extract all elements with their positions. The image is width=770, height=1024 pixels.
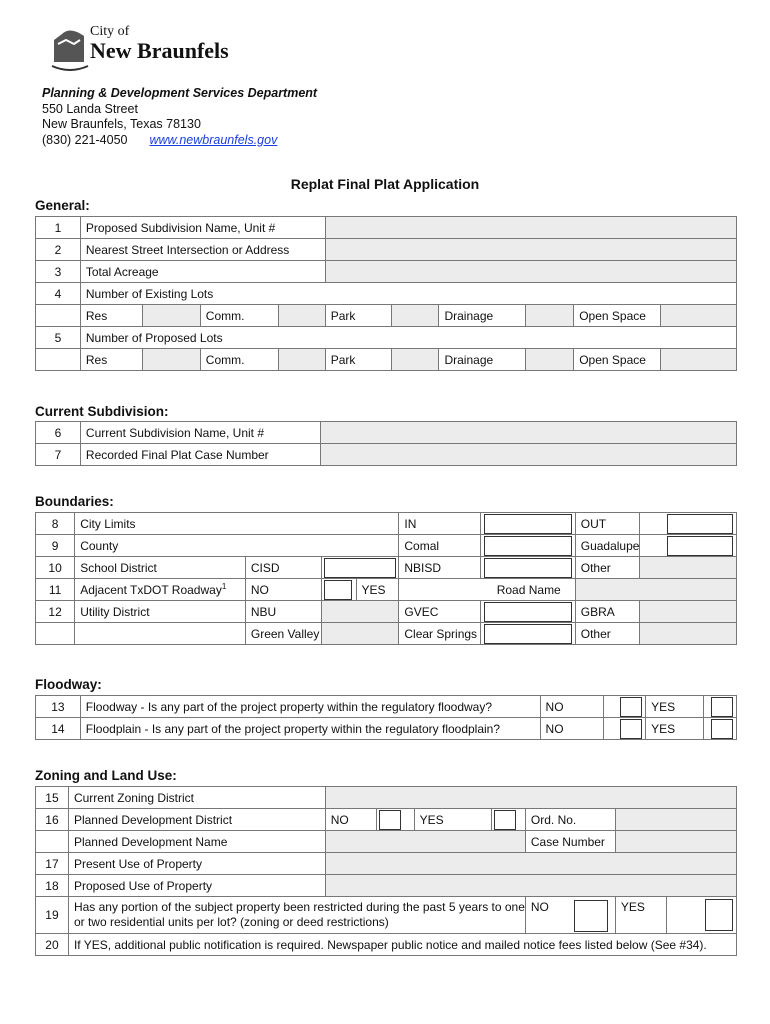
table-row	[36, 601, 737, 623]
row-label: Floodway - Is any part of the project property within the regulatory floodway?	[80, 696, 540, 718]
row-number: 12	[36, 601, 75, 623]
option-label: NBU	[245, 601, 321, 623]
table-row	[36, 535, 737, 557]
row-number: 17	[36, 853, 69, 875]
footnote-marker: 1	[221, 582, 227, 591]
table-row	[36, 875, 737, 897]
table-row	[36, 327, 737, 349]
table-row	[36, 444, 737, 466]
row-number: 18	[36, 875, 69, 897]
row-number: 7	[36, 444, 81, 466]
table-row	[36, 217, 737, 239]
table-cell	[667, 897, 737, 934]
table-row	[36, 261, 737, 283]
row-label: or two residential units per lot? (zoning or deed restrictions)	[73, 915, 389, 929]
option-label: Road Name	[399, 579, 575, 601]
row-label: Utility District	[75, 601, 246, 623]
table-cell	[75, 623, 246, 645]
lot-type-label: Park	[325, 305, 391, 327]
option-label: IN	[399, 513, 480, 535]
table-cell	[703, 718, 736, 740]
table-row	[36, 557, 737, 579]
logo-line2: New Braunfels	[90, 38, 229, 63]
row-number: 6	[36, 422, 81, 444]
road-name-field[interactable]	[575, 579, 736, 601]
nbisd-checkbox[interactable]	[484, 558, 572, 578]
option-label: NO	[540, 718, 604, 740]
website-link[interactable]: www.newbraunfels.gov	[149, 132, 278, 147]
row-label: Current Subdivision Name, Unit #	[80, 422, 320, 444]
page-title: Replat Final Plat Application	[290, 176, 480, 192]
existing-park-field[interactable]	[391, 305, 439, 327]
department-phone: (830) 221-4050	[42, 132, 128, 147]
row-label: Recorded Final Plat Case Number	[80, 444, 320, 466]
present-use-field[interactable]	[325, 853, 736, 875]
proposed-park-field[interactable]	[391, 349, 439, 371]
row-number: 14	[36, 718, 81, 740]
table-row	[36, 513, 737, 535]
option-label: Green Valley	[245, 623, 321, 645]
row-label: County	[75, 535, 399, 557]
option-label: Other	[575, 557, 640, 579]
row-number: 2	[36, 239, 81, 261]
table-cell	[377, 809, 414, 831]
row-label: Number of Proposed Lots	[80, 327, 736, 349]
table-row	[36, 349, 737, 371]
subdivision-name-field[interactable]	[325, 217, 736, 239]
table-cell	[36, 305, 81, 327]
utility-other-field[interactable]	[640, 623, 737, 645]
current-subdivision-field[interactable]	[320, 422, 736, 444]
table-cell	[36, 623, 75, 645]
department-block	[42, 86, 317, 148]
table-cell	[75, 579, 246, 601]
lot-type-label: Res	[80, 305, 142, 327]
table-row	[36, 897, 737, 934]
table-row	[36, 809, 737, 831]
section-zoning: Zoning and Land Use:	[35, 768, 177, 783]
table-cell	[321, 579, 356, 601]
nbu-field[interactable]	[321, 601, 399, 623]
gbra-field[interactable]	[640, 601, 737, 623]
row-number: 11	[36, 579, 75, 601]
row-label: If YES, additional public notification is required. Newspaper public notice and mailed notice fees listed below (See #34).	[68, 934, 736, 956]
row-label: Proposed Use of Property	[68, 875, 325, 897]
existing-res-field[interactable]	[142, 305, 200, 327]
row-number: 20	[36, 934, 69, 956]
general-table	[35, 216, 737, 371]
option-label: Clear Springs	[399, 623, 480, 645]
table-cell	[640, 535, 737, 557]
row-label: Current Zoning District	[68, 787, 325, 809]
lot-type-label: Res	[80, 349, 142, 371]
pdd-yes-checkbox[interactable]	[494, 810, 516, 830]
row-number: 8	[36, 513, 75, 535]
row-label: Floodplain - Is any part of the project property within the regulatory floodplain?	[80, 718, 540, 740]
proposed-drainage-field[interactable]	[526, 349, 574, 371]
pd-name-field[interactable]	[325, 831, 525, 853]
option-label: NO	[540, 696, 604, 718]
department-city: New Braunfels, Texas 78130	[42, 117, 201, 131]
current-zoning-field[interactable]	[325, 787, 736, 809]
proposed-use-field[interactable]	[325, 875, 736, 897]
row-label: Proposed Subdivision Name, Unit #	[80, 217, 325, 239]
department-name: Planning & Development Services Department	[42, 86, 318, 100]
row-number: 13	[36, 696, 81, 718]
table-cell	[68, 897, 525, 934]
table-row	[36, 579, 737, 601]
floodplain-no-checkbox[interactable]	[620, 719, 642, 739]
table-row	[36, 718, 737, 740]
option-label: CISD	[245, 557, 321, 579]
table-row	[36, 305, 737, 327]
row-label: Planned Development District	[68, 809, 325, 831]
option-label: YES	[615, 897, 667, 934]
table-row	[36, 623, 737, 645]
row-number: 10	[36, 557, 75, 579]
row-number: 3	[36, 261, 81, 283]
table-cell	[480, 557, 575, 579]
green-valley-field[interactable]	[321, 623, 399, 645]
table-cell	[640, 513, 737, 535]
row-number: 4	[36, 283, 81, 305]
lot-type-label: Drainage	[439, 349, 526, 371]
table-row	[36, 934, 737, 956]
cisd-checkbox[interactable]	[324, 558, 396, 578]
option-label: NO	[245, 579, 321, 601]
table-cell	[491, 809, 525, 831]
case-number-field[interactable]	[615, 831, 736, 853]
existing-comm-field[interactable]	[278, 305, 325, 327]
section-floodway: Floodway:	[35, 677, 102, 692]
lot-type-label: Comm.	[200, 305, 278, 327]
table-cell	[703, 696, 736, 718]
existing-openspace-field[interactable]	[661, 305, 737, 327]
county-guadalupe-checkbox[interactable]	[667, 536, 733, 556]
option-label: NO	[530, 900, 549, 914]
proposed-comm-field[interactable]	[278, 349, 325, 371]
row-label: Present Use of Property	[68, 853, 325, 875]
floodplain-yes-checkbox[interactable]	[711, 719, 733, 739]
logo-line1: City of	[90, 24, 130, 39]
city-emblem-icon	[48, 22, 92, 72]
plat-case-number-field[interactable]	[320, 444, 736, 466]
row-label: Has any portion of the subject property been restricted during the past 5 years to one	[73, 900, 525, 914]
lot-type-label: Drainage	[439, 305, 526, 327]
row-label: School District	[75, 557, 246, 579]
city-limits-out-checkbox[interactable]	[667, 514, 733, 534]
table-row	[36, 283, 737, 305]
city-limits-in-checkbox[interactable]	[484, 514, 572, 534]
table-row	[36, 831, 737, 853]
table-row	[36, 787, 737, 809]
table-row	[36, 853, 737, 875]
row-label: Adjacent TxDOT Roadway	[80, 583, 222, 597]
option-label: Other	[575, 623, 640, 645]
county-comal-checkbox[interactable]	[484, 536, 572, 556]
option-label: YES	[414, 809, 491, 831]
txdot-no-checkbox[interactable]	[324, 580, 352, 600]
option-label: NO	[325, 809, 376, 831]
section-boundaries: Boundaries:	[35, 494, 114, 509]
row-label: Number of Existing Lots	[80, 283, 736, 305]
current-table	[35, 421, 737, 466]
table-row	[36, 239, 737, 261]
table-cell	[525, 897, 615, 934]
lot-type-label: Open Space	[574, 305, 661, 327]
proposed-openspace-field[interactable]	[661, 349, 737, 371]
row-number: 9	[36, 535, 75, 557]
table-cell	[480, 601, 575, 623]
option-label: GBRA	[575, 601, 640, 623]
option-label: Comal	[399, 535, 480, 557]
option-label: NBISD	[399, 557, 480, 579]
row-label: Nearest Street Intersection or Address	[80, 239, 325, 261]
section-general: General:	[35, 198, 90, 213]
table-cell	[604, 696, 646, 718]
row-number: 5	[36, 327, 81, 349]
clear-springs-checkbox[interactable]	[484, 624, 572, 644]
table-row	[36, 422, 737, 444]
table-cell	[321, 557, 399, 579]
ordinance-number-field[interactable]	[615, 809, 736, 831]
lot-type-label: Open Space	[574, 349, 661, 371]
table-cell	[604, 718, 646, 740]
proposed-res-field[interactable]	[142, 349, 200, 371]
existing-drainage-field[interactable]	[526, 305, 574, 327]
table-row	[36, 696, 737, 718]
table-cell	[480, 513, 575, 535]
row-label: Total Acreage	[80, 261, 325, 283]
restricted-no-checkbox[interactable]	[574, 900, 608, 932]
gvec-checkbox[interactable]	[484, 602, 572, 622]
restricted-yes-checkbox[interactable]	[705, 899, 733, 931]
pdd-no-checkbox[interactable]	[379, 810, 401, 830]
option-label: GVEC	[399, 601, 480, 623]
option-label: YES	[356, 579, 399, 601]
floodway-no-checkbox[interactable]	[620, 697, 642, 717]
option-label: Ord. No.	[525, 809, 615, 831]
lot-type-label: Comm.	[200, 349, 278, 371]
school-other-field[interactable]	[640, 557, 737, 579]
row-number: 19	[36, 897, 69, 934]
option-label: Guadalupe	[575, 535, 640, 557]
table-cell	[36, 349, 81, 371]
option-label: YES	[646, 718, 704, 740]
option-label: Case Number	[525, 831, 615, 853]
zoning-table	[35, 786, 737, 956]
row-number: 16	[36, 809, 69, 831]
street-intersection-field[interactable]	[325, 239, 736, 261]
table-cell	[480, 623, 575, 645]
row-number: 15	[36, 787, 69, 809]
row-label: City Limits	[75, 513, 399, 535]
table-cell	[36, 831, 69, 853]
section-current: Current Subdivision:	[35, 404, 169, 419]
total-acreage-field[interactable]	[325, 261, 736, 283]
row-label: Planned Development Name	[68, 831, 325, 853]
table-cell	[480, 535, 575, 557]
row-number: 1	[36, 217, 81, 239]
floodway-yes-checkbox[interactable]	[711, 697, 733, 717]
floodway-table	[35, 695, 737, 740]
option-label: YES	[646, 696, 704, 718]
lot-type-label: Park	[325, 349, 391, 371]
department-street: 550 Landa Street	[42, 101, 138, 116]
boundaries-table	[35, 512, 737, 645]
option-label: OUT	[575, 513, 640, 535]
